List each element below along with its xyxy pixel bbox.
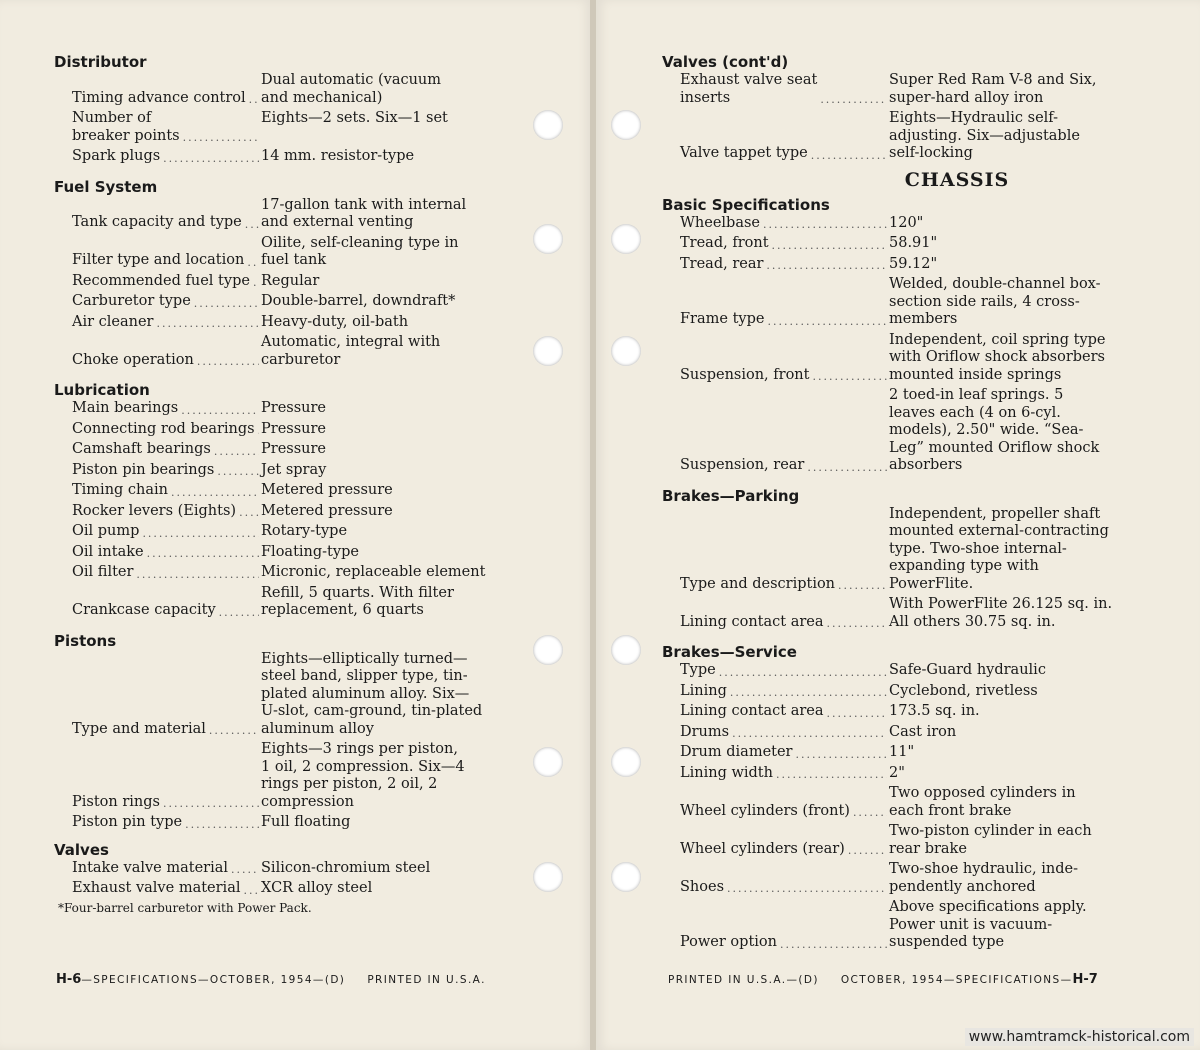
footer-printed: PRINTED IN U.S.A.: [367, 974, 486, 986]
spec-value: Eights—elliptically turned— steel band, slipper type, tin- plated aluminum alloy. Six— U-slot, cam-ground, tin-plated aluminum alloy: [261, 650, 483, 737]
spec-label-cell: [54, 523, 259, 541]
page-number: H-6: [56, 972, 82, 987]
spec-label: Lining: [680, 682, 727, 699]
leader-dots: [231, 863, 259, 877]
spec-value: Two opposed cylinders in each front brake: [889, 785, 1076, 819]
spec-label-cell: [54, 235, 259, 270]
spec-value: Pressure: [261, 441, 327, 457]
leader-dots: [171, 486, 259, 500]
spec-row: [54, 314, 534, 332]
leader-dots: [827, 617, 888, 631]
spec-value: Eights—3 rings per piston, 1 oil, 2 compression. Six—4 rings per piston, 2 oil, 2 compression: [261, 741, 465, 810]
spec-row: [54, 564, 534, 582]
leader-dots: [142, 527, 259, 541]
binder-hole: [533, 747, 563, 777]
footnote: *Four-barrel carburetor with Power Pack.: [58, 900, 312, 915]
spec-value: Independent, propeller shaft mounted external-contracting type. Two-shoe internal- expanding type with PowerFlite.: [889, 505, 1109, 592]
spec-row: [662, 215, 1132, 233]
spec-label-cell: [54, 860, 259, 878]
spec-label: Tread, rear: [680, 255, 764, 272]
spec-row: [54, 860, 534, 878]
spec-value: 59.12": [889, 255, 938, 272]
binder-hole: [611, 862, 641, 892]
spec-row: [54, 523, 534, 541]
spec-label-cell: [662, 861, 887, 896]
spec-value: 2 toed-in leaf springs. 5 leaves each (4 on 6-cyl. models), 2.50" wide. “Sea- Leg” mounted Oriflow shock absorbers: [889, 387, 1100, 473]
brakes-parking-section: [662, 486, 1132, 632]
spec-label: Frame type: [680, 311, 765, 327]
spec-label: Timing advance control: [72, 89, 246, 106]
spec-label: Exhaust valve seat inserts: [680, 72, 818, 106]
pistons-section: [54, 631, 534, 832]
spec-value: Floating-type: [261, 543, 359, 560]
spec-label: Exhaust valve material: [72, 880, 241, 896]
section-heading: Lubrication: [54, 381, 150, 399]
distributor-section: [54, 52, 534, 166]
section-heading: Valves (cont'd): [662, 53, 789, 71]
spec-label-cell: [662, 215, 887, 233]
spec-label: Spark plugs: [72, 148, 161, 164]
binder-hole: [533, 110, 563, 140]
leader-dots: [214, 445, 259, 459]
leader-dots: [853, 806, 887, 820]
spec-row: [54, 235, 534, 270]
spec-row: [54, 482, 534, 500]
spec-value: Heavy-duty, oil-bath: [261, 313, 409, 330]
leader-dots: [217, 465, 259, 479]
leader-dots: [763, 218, 887, 232]
leader-dots: [209, 724, 259, 738]
spec-label: Wheel cylinders (rear): [680, 840, 845, 857]
spec-label-cell: [662, 110, 887, 163]
leader-dots: [730, 686, 887, 700]
spec-value: Micronic, replaceable element: [261, 564, 486, 580]
section-heading: Pistons: [54, 631, 117, 650]
lubrication-section: [54, 380, 534, 620]
spec-value: Welded, double-channel box- section side rails, 4 cross- members: [889, 276, 1101, 327]
leader-dots: [163, 797, 259, 811]
spec-label-cell: [662, 823, 887, 858]
spec-value: Above specifications apply. Power unit is vacuum- suspended type: [889, 899, 1087, 950]
chassis-heading: CHASSIS: [904, 168, 1010, 191]
spec-label-cell: [662, 596, 887, 631]
spec-label-cell: [54, 462, 259, 480]
spec-row: [662, 276, 1132, 329]
spec-value: Eights—2 sets. Six—1 set: [261, 110, 448, 126]
binder-hole: [611, 635, 641, 665]
leader-dots: [239, 506, 259, 520]
spec-label-cell: [54, 334, 259, 369]
spec-value: 14 mm. resistor-type: [261, 148, 415, 164]
binder-hole: [533, 224, 563, 254]
basic-specifications-section: [662, 195, 1132, 475]
footer-printed: PRINTED IN U.S.A.—(D): [668, 974, 819, 986]
leader-dots: [727, 882, 887, 896]
spec-label: Filter type and location: [72, 252, 245, 268]
left-column: [54, 52, 534, 915]
spec-row: [54, 421, 534, 439]
spec-label: Power option: [680, 934, 777, 950]
spec-row: [54, 293, 534, 311]
spec-label-cell: [54, 814, 259, 832]
binder-hole: [611, 747, 641, 777]
leader-dots: [249, 93, 259, 107]
spec-value: Refill, 5 quarts. With filter replacement, 6 quarts: [261, 584, 454, 618]
spec-label-cell: [662, 765, 887, 783]
leader-dots: [838, 579, 887, 593]
spec-label-cell: [662, 703, 887, 721]
spec-label: Drum diameter: [680, 744, 793, 760]
spec-label: Valve tappet type: [680, 145, 808, 161]
spec-row: [54, 814, 534, 832]
spec-label: Wheel cylinders (front): [680, 802, 850, 819]
leader-dots: [157, 317, 260, 331]
spec-row: [662, 256, 1132, 274]
spec-label-cell: [54, 482, 259, 500]
leader-dots: [776, 768, 887, 782]
leader-dots: [766, 259, 887, 273]
binder-hole: [611, 224, 641, 254]
leader-dots: [767, 315, 887, 329]
spec-row: [662, 724, 1132, 742]
spec-value: 120": [889, 214, 924, 231]
spec-value: Metered pressure: [261, 482, 393, 498]
spec-row: [662, 506, 1132, 594]
spec-row: [662, 235, 1132, 253]
right-page: [596, 0, 1200, 1050]
leader-dots: [163, 152, 259, 166]
spec-row: [54, 585, 534, 620]
spec-row: [662, 387, 1132, 475]
spec-label-cell: [662, 744, 887, 762]
spec-row: [54, 741, 534, 811]
spec-label-cell: [54, 651, 259, 739]
spec-value: Independent, coil spring type with Oriflow shock absorbers mounted inside springs: [889, 331, 1106, 383]
spec-label: Suspension, front: [680, 366, 810, 383]
spec-value: Cyclebond, rivetless: [889, 682, 1038, 699]
spec-label: Type and material: [72, 720, 206, 737]
spec-row: [54, 273, 534, 291]
brakes-service-section: [662, 642, 1132, 952]
spec-value: Jet spray: [261, 461, 327, 478]
spec-label-cell: [54, 293, 259, 311]
spec-row: [662, 662, 1132, 680]
spec-row: [662, 785, 1132, 820]
spec-label-cell: [54, 441, 259, 459]
spec-label-cell: [54, 273, 259, 291]
spec-label: Carburetor type: [72, 293, 191, 309]
page-number: H-7: [1072, 972, 1098, 987]
right-column: [662, 52, 1132, 955]
spec-label: Main bearings: [72, 400, 179, 416]
right-footer: [668, 972, 1098, 987]
spec-label-cell: [662, 662, 887, 680]
spec-label-cell: [662, 256, 887, 274]
spec-label-cell: [662, 506, 887, 594]
spec-row: [662, 332, 1132, 385]
leader-dots: [181, 404, 259, 418]
spec-row: [54, 72, 534, 107]
spec-value: Two-shoe hydraulic, inde- pendently anchored: [889, 861, 1078, 895]
spec-label-cell: [662, 235, 887, 253]
spec-label-cell: [54, 503, 259, 521]
binder-hole: [533, 336, 563, 366]
spec-row: [662, 596, 1132, 631]
left-page: [0, 0, 592, 1050]
section-heading: Distributor: [54, 53, 147, 71]
spec-row: [662, 703, 1132, 721]
spec-label: Lining width: [680, 764, 773, 781]
spec-label: Lining contact area: [680, 613, 824, 630]
leader-dots: [194, 297, 259, 311]
spec-value: Silicon-chromium steel: [261, 859, 431, 876]
leader-dots: [807, 461, 887, 475]
spec-row: [54, 110, 534, 145]
spec-label-cell: [54, 741, 259, 811]
leader-dots: [827, 707, 888, 721]
spec-label: Piston pin bearings: [72, 461, 215, 478]
spec-value: Dual automatic (vacuum and mechanical): [261, 72, 442, 106]
spec-label: Choke operation: [72, 351, 194, 368]
spec-label: Lining contact area: [680, 703, 824, 719]
leader-dots: [732, 727, 887, 741]
section-heading: Fuel System: [54, 177, 158, 196]
spec-label: Air cleaner: [72, 313, 154, 330]
spec-label: Suspension, rear: [680, 457, 805, 473]
footer-text: —SPECIFICATIONS—OCTOBER, 1954—(D): [81, 974, 346, 986]
spec-value: Oilite, self-cleaning type in fuel tank: [261, 234, 459, 268]
leader-dots: [812, 370, 887, 384]
valves-section: [54, 840, 534, 898]
spec-label: Oil pump: [72, 523, 140, 539]
spec-value: Two-piston cylinder in each rear brake: [889, 823, 1092, 857]
spec-label-cell: [54, 400, 259, 418]
footer-text: OCTOBER, 1954—SPECIFICATIONS—: [840, 974, 1073, 986]
spec-label: Type and description: [680, 575, 836, 592]
leader-dots: [243, 884, 259, 898]
watermark-url: www.hamtramck-historical.com: [965, 1028, 1194, 1046]
leader-dots: [772, 239, 887, 253]
spec-label-cell: [54, 585, 259, 620]
spec-value: Cast iron: [889, 723, 957, 740]
spec-label-cell: [54, 314, 259, 332]
spec-label-cell: [662, 276, 887, 329]
leader-dots: [136, 568, 259, 582]
spec-label-cell: [54, 564, 259, 582]
spec-label: Rocker levers (Eights): [72, 502, 237, 519]
spec-label: Type: [680, 662, 716, 678]
spec-row: [54, 197, 534, 232]
leader-dots: [219, 606, 259, 620]
spec-label: Camshaft bearings: [72, 441, 211, 457]
spec-label-cell: [54, 110, 259, 145]
spec-label-cell: [662, 683, 887, 701]
leader-dots: [780, 938, 887, 952]
spec-value: Automatic, integral with carburetor: [261, 334, 441, 368]
spec-label: Crankcase capacity: [72, 602, 216, 618]
spec-label-cell: [54, 148, 259, 166]
spec-value: Super Red Ram V-8 and Six, super-hard alloy iron: [889, 72, 1097, 106]
spec-label-cell: [662, 72, 887, 107]
spec-label-cell: [54, 197, 259, 232]
spec-row: [54, 503, 534, 521]
leader-dots: [247, 256, 259, 270]
spec-value: 11": [889, 744, 915, 760]
spec-label: Number of breaker points: [72, 110, 180, 144]
leader-dots: [197, 355, 259, 369]
spec-label-cell: [54, 544, 259, 562]
spec-label-cell: [662, 785, 887, 820]
leader-dots: [185, 818, 259, 832]
spec-label: Connecting rod bearings: [72, 420, 255, 437]
spec-label: Tank capacity and type: [72, 214, 242, 230]
spec-value: Pressure: [261, 400, 327, 416]
spec-row: [54, 462, 534, 480]
binder-hole: [533, 635, 563, 665]
spec-value: Eights—Hydraulic self- adjusting. Six—adjustable self-locking: [889, 110, 1080, 161]
spec-label: Shoes: [680, 878, 725, 895]
leader-dots: [245, 218, 259, 232]
spec-label: Tread, front: [680, 235, 769, 251]
spec-label: Timing chain: [72, 482, 169, 498]
spec-row: [662, 861, 1132, 896]
spec-label-cell: [54, 880, 259, 898]
leader-dots: [719, 666, 887, 680]
spec-row: [662, 765, 1132, 783]
fuel-system-section: [54, 177, 534, 370]
spec-label-cell: [662, 724, 887, 742]
section-heading: Brakes—Service: [662, 643, 797, 661]
section-heading: Basic Specifications: [662, 195, 830, 214]
spec-row: [662, 899, 1132, 952]
spec-value: 17-gallon tank with internal and external venting: [261, 196, 467, 230]
spec-row: [662, 110, 1132, 163]
section-heading: Brakes—Parking: [662, 486, 800, 505]
binder-hole: [533, 862, 563, 892]
leader-dots: [848, 844, 887, 858]
valves-contd-section: [662, 52, 1132, 163]
spec-label-cell: [662, 332, 887, 385]
spec-row: [54, 400, 534, 418]
spec-label: Drums: [680, 723, 730, 740]
spec-value: Regular: [261, 272, 320, 289]
spec-value: Metered pressure: [261, 502, 393, 519]
spec-value: Rotary-type: [261, 523, 348, 539]
spec-value: 173.5 sq. in.: [889, 703, 980, 719]
spec-label-cell: [662, 387, 887, 475]
spec-value: Full floating: [261, 814, 351, 830]
binder-hole: [611, 110, 641, 140]
left-footer: [56, 972, 486, 987]
spec-value: Safe-Guard hydraulic: [889, 662, 1046, 678]
spec-row: [54, 334, 534, 369]
leader-dots: [796, 748, 888, 762]
spec-value: 2": [889, 764, 905, 781]
spec-row: [54, 544, 534, 562]
spec-value: Double-barrel, downdraft*: [261, 293, 456, 309]
binder-hole: [611, 336, 641, 366]
spec-row: [662, 72, 1132, 107]
leader-dots: [147, 547, 259, 561]
spec-row: [54, 651, 534, 739]
spec-row: [662, 744, 1132, 762]
spec-row: [54, 148, 534, 166]
spec-value: XCR alloy steel: [261, 880, 373, 896]
spec-row: [662, 683, 1132, 701]
spec-row: [54, 880, 534, 898]
spec-label: Oil intake: [72, 543, 144, 560]
spec-label: Piston pin type: [72, 814, 183, 830]
spec-row: [662, 823, 1132, 858]
spec-value: With PowerFlite 26.125 sq. in. All others 30.75 sq. in.: [889, 596, 1113, 630]
leader-dots: [820, 93, 887, 107]
spec-label-cell: [54, 72, 259, 107]
spec-value: Pressure: [261, 420, 327, 437]
leader-dots: [183, 131, 259, 145]
spec-label: Wheelbase: [680, 214, 760, 231]
spec-label-cell: [54, 421, 259, 439]
spec-label: Piston rings: [72, 793, 160, 810]
spec-label-cell: [662, 899, 887, 952]
spec-label: Intake valve material: [72, 859, 229, 876]
spec-label: Oil filter: [72, 564, 134, 580]
leader-dots: [811, 149, 887, 163]
spec-label: Recommended fuel type: [72, 272, 250, 289]
spec-value: 58.91": [889, 235, 938, 251]
spec-row: [54, 441, 534, 459]
section-heading: Valves: [54, 840, 109, 859]
